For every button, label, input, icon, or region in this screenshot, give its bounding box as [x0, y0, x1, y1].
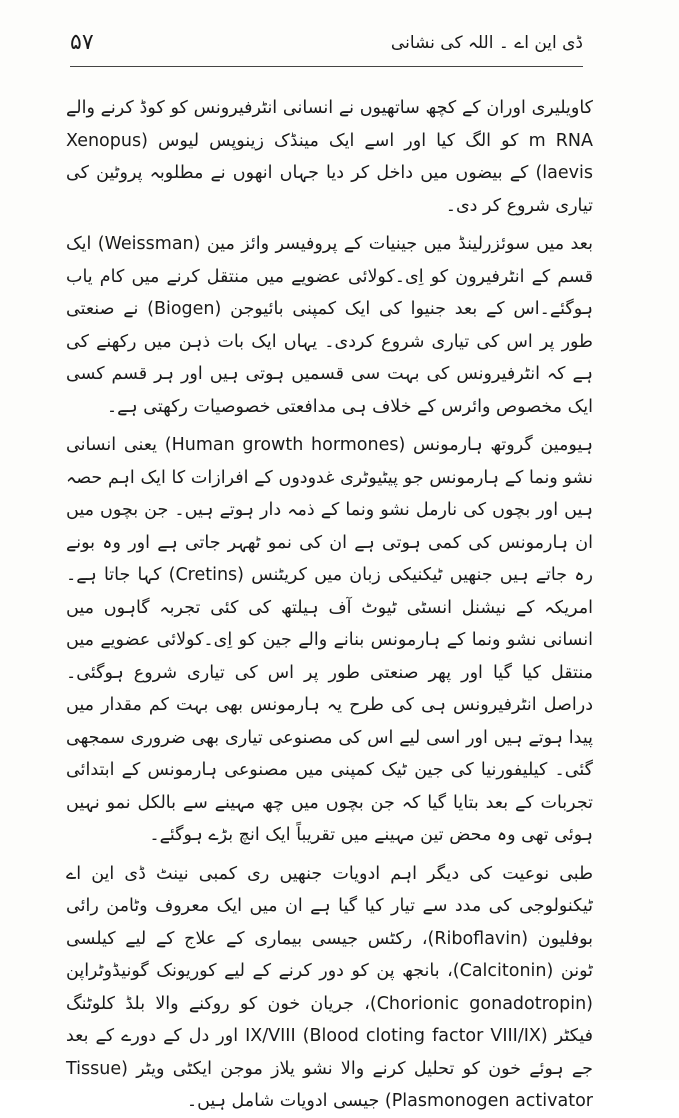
paragraph-growth-hormones: ہیومین گروتھ ہارمونس (Human growth hormones) یعنی انسانی نشو ونما کے ہارمونس جو پیٹیوٹری غدودوں کے افرازات کا ایک اہم حصہ ہیں اور بچوں کی نارمل نشو ونما کے ذمہ دار ہوتے ہیں۔ جن بچوں میں ان ہارمونس کی کمی ہوتی ہے ان کی نمو ٹھہر جاتی ہے اور وہ بونے رہ جاتے ہیں جنھیں ٹیکنیکی زبان میں کریٹنس (Cretins) کہا جاتا ہے۔ امریکہ کے نیشنل انسٹی ٹیوٹ آف ہیلتھ کی کئی تجربہ گاہوں میں انسانی نشو ونما کے ہارمونس بنانے والے جین کو اِی۔کولائی عضویے میں منتقل کیا گیا اور پھر صنعتی طور پر اس کی تیاری شروع ہوگئی۔ دراصل انٹرفیرونس ہی کی طرح یہ ہارمونس بھی بہت کم مقدار میں پیدا ہوتے ہیں اور اسی لیے اس کی مصنوعی تیاری بھی ضروری سمجھی گئی۔ کیلیفورنیا کی جین ٹیک کمپنی میں مصنوعی ہارمونس کے ابتدائی تجربات کے بعد بتایا گیا کہ جن بچوں میں چھ مہینے سے بالکل نمو نہیں ہوئی تھی وہ محض تین مہینے میں تقریباً ایک انچ بڑے ہوگئے۔	[66, 435, 593, 845]
body-text	[66, 92, 593, 1118]
page-header	[70, 26, 583, 67]
paragraph-xenopus: کاویلیری اوران کے کچھ ساتھیوں نے انسانی انٹرفیرونس کو کوڈ کرنے والے m RNA کو الگ کیا اور اسے ایک مینڈک زینوپس لیوس (Xenopus laevis) کے بیضوں میں داخل کر دیا جہاں انھوں نے مطلوبہ پروٹین کی تیاری شروع کر دی۔	[66, 98, 593, 216]
paragraph-interferon: بعد میں سوئزرلینڈ میں جینیات کے پروفیسر وائز مین (Weissman) ایک قسم کے انٹرفیرون کو اِی۔کولائی عضویے میں منتقل کرنے میں کام یاب ہوگئے۔اس کے بعد جنیوا کی ایک کمپنی بائیوجن (Biogen) نے صنعتی طور پر اس کی تیاری شروع کردی۔ یہاں ایک بات ذہن میں رکھنے کی ہے کہ انٹرفیرونس کی بہت سی قسمیں ہوتی ہیں اور ہر قسم کسی ایک مخصوص وائرس کے خلاف ہی مدافعتی خصوصیات رکھتی ہے۔	[66, 234, 594, 417]
running-head: ڈی این اے ۔ اللہ کی نشانی	[390, 33, 583, 53]
paragraph-other-drugs: طبی نوعیت کی دیگر اہم ادویات جنھیں ری کمبی نینٹ ڈی این اے ٹیکنولوجی کی مدد سے تیار کیا گیا ہے ان میں ایک معروف وٹامن رائی بوفلیون (Riboflavin)، رکٹس جیسی بیماری کے علاج کے لیے کیلسی ٹونن (Calcitonin)، بانجھ پن کو دور کرنے کے لیے کوریونک گونیڈوٹراپن (Chorionic gonadotropin)، جریان خون کو روکنے والا بلڈ کلوٹنگ فیکٹر IX/VIII (Blood cloting factor VIII/IX) اور دل کے دورے کے بعد جے ہوئے خون کو تحلیل کرنے والا نشو یلاز موجن ایکٹی ویٹر (Tissue Plasmonogen activator) جیسی ادویات شامل ہیں۔	[66, 863, 594, 1111]
page-number: ۵۷	[70, 30, 94, 55]
